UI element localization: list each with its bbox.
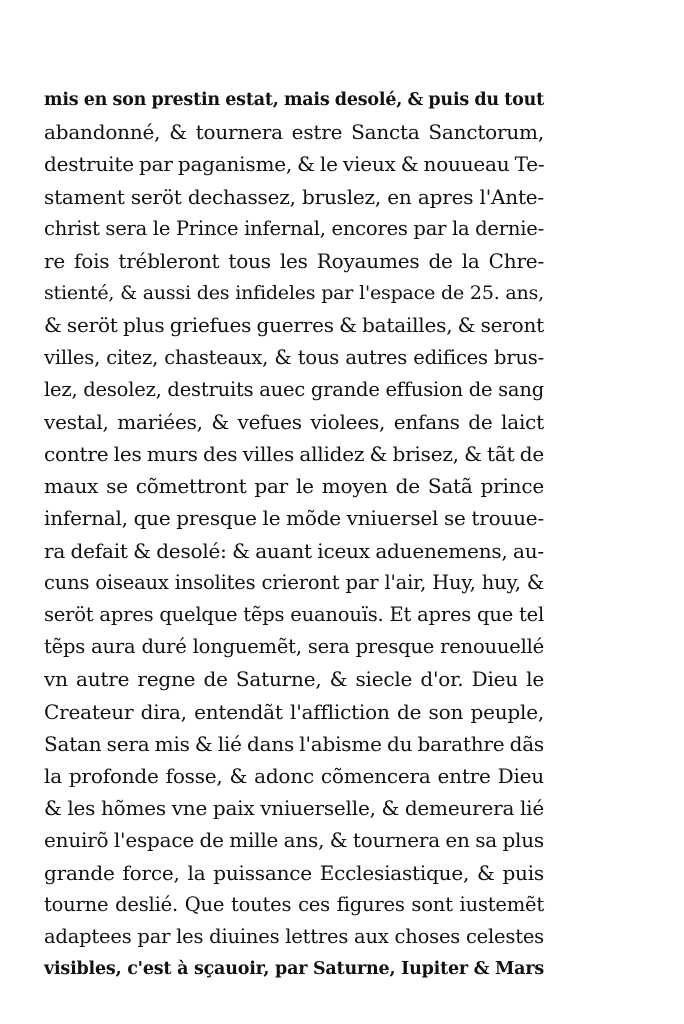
text-line-15: ra defait & desolé: & auant iceux aduenemens, au- — [44, 538, 544, 563]
text-line-20: Createur dira, entendãt l'affliction de son peuple, — [44, 699, 544, 724]
text-line-11: vestal, mariées, & vefues violees, enfans de laict — [44, 409, 544, 434]
text-line-23: & les hõmes vne paix vniuerselle, & demeurera lié — [44, 796, 544, 821]
text-line-26: tourne deslié. Que toutes ces figures sont iustemẽt — [44, 892, 544, 916]
text-line-6: re fois trébleront tous les Royaumes de la Chre- — [44, 248, 544, 273]
text-line-3: destruite par paganisme, & le vieux & nouueau Te- — [44, 152, 545, 177]
text-line-21: Satan sera mis & lié dans l'abisme du barathre dãs — [44, 731, 544, 756]
text-line-9: villes, citez, chasteaux, & tous autres edifices brus- — [44, 345, 544, 369]
text-block — [44, 84, 544, 985]
text-line-28: visibles, c'est à sçauoir, par Saturne, Iupiter & Mars — [44, 959, 544, 980]
text-line-4: stament seröt dechassez, bruslez, en apres l'Ante- — [44, 184, 544, 209]
text-line-12: contre les murs des villes allidez & brisez, & tãt de — [44, 442, 544, 467]
text-line-19: vn autre regne de Saturne, & siecle d'or. Dieu le — [44, 667, 544, 692]
text-line-16: cuns oiseaux insolites crieront par l'air, Huy, huy, & — [44, 570, 544, 594]
text-line-24: enuirõ l'espace de mille ans, & tournera en sa plus — [44, 828, 544, 853]
text-line-27: adaptees par les diuines lettres aux choses celestes — [44, 924, 544, 948]
text-line-5: christ sera le Prince infernal, encores par la dernie- — [44, 216, 544, 240]
text-line-1: mis en son prestin estat, mais desolé, & puis du tout — [44, 90, 544, 110]
text-line-25: grande force, la puissance Ecclesiastique, & puis — [44, 860, 544, 885]
text-line-17: seröt apres quelque tẽps euanouïs. Et apres que tel — [44, 603, 544, 626]
text-line-8: & seröt plus griefues guerres & batailles, & seront — [44, 313, 544, 338]
text-line-13: maux se cõmettront par le moyen de Satã prince — [44, 474, 544, 499]
text-line-18: tẽps aura duré longuemẽt, sera presque renouuellé — [44, 635, 544, 659]
text-line-22: la profonde fosse, & adonc cõmencera entre Dieu — [44, 763, 544, 788]
text-line-14: infernal, que presque le mõde vniuersel se trouue- — [44, 506, 544, 531]
text-line-7: stienté, & aussi des infideles par l'espace de 25. ans, — [44, 282, 544, 305]
text-line-10: lez, desolez, destruits auec grande effusion de sang — [44, 377, 544, 401]
text-line-2: abandonné, & tournera estre Sancta Sanctorum, — [44, 120, 544, 145]
